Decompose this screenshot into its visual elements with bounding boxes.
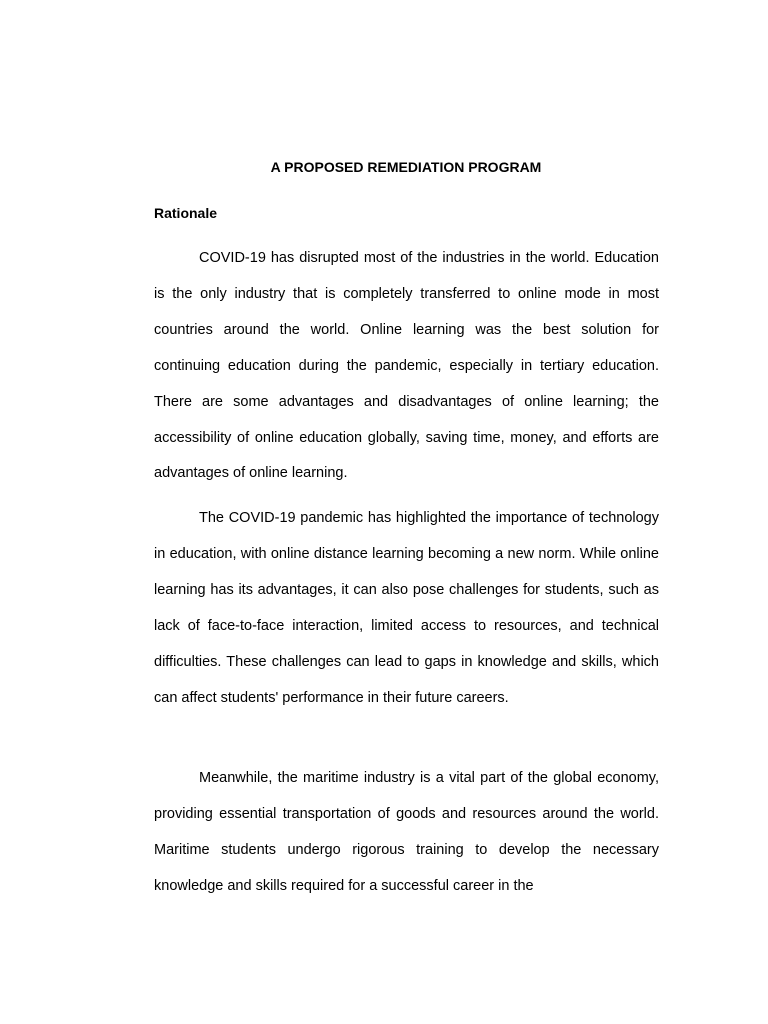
document-title: A PROPOSED REMEDIATION PROGRAM	[270, 159, 542, 175]
paragraph-3: Meanwhile, the maritime industry is a vital part of the global economy, providing essential transportation of goods and resources around the world. Maritime students undergo rigorous training to develop the necessary knowledge and skills required for a successful career in the	[154, 770, 659, 894]
section-heading-rationale: Rationale	[154, 205, 218, 221]
paragraph-2: The COVID-19 pandemic has highlighted the importance of technology in education, with online distance learning becoming a new norm. While online learning has its advantages, it can also pose challenges for students, such as lack of face-to-face interaction, limited access to resources, and technical difficulties. These challenges can lead to gaps in knowledge and skills, which can affect students' performance in their future careers.	[154, 510, 659, 706]
paragraph-1: COVID-19 has disrupted most of the industries in the world. Education is the only industry that is completely transferred to online mode in most countries around the world. Online learning was the best solution for continuing education during the pandemic, especially in tertiary education. There are some advantages and disadvantages of online learning; the accessibility of online education globally, saving time, money, and efforts are advantages of online learning.	[154, 250, 659, 482]
